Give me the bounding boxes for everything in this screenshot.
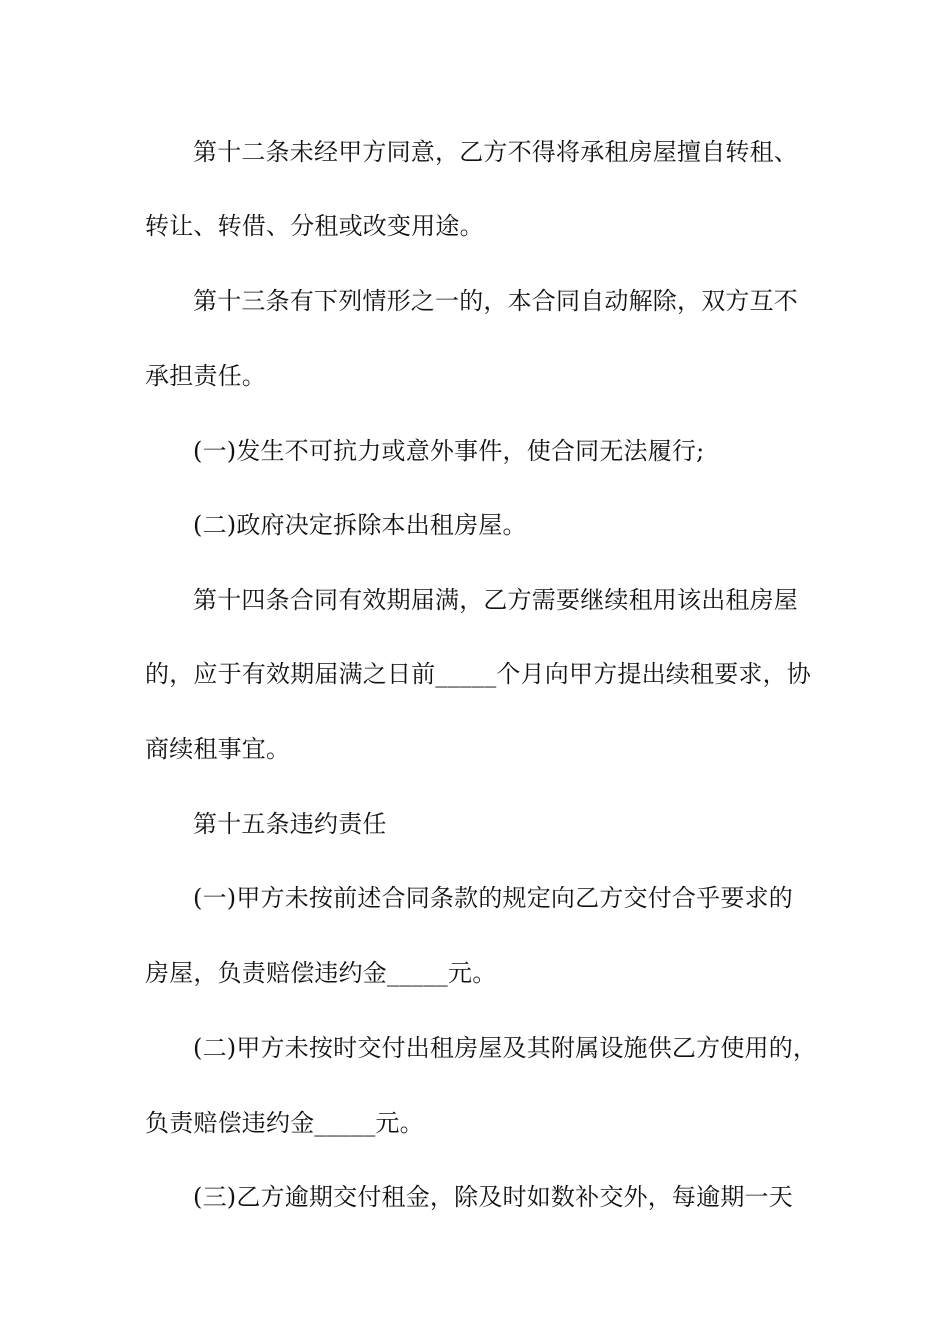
text-line-5: (一)发生不可抗力或意外事件，使合同无法履行; bbox=[193, 437, 705, 465]
text-line-14: 负责赔偿违约金_____元。 bbox=[145, 1109, 424, 1137]
text-line-7: 第十四条合同有效期届满，乙方需要继续租用该出租房屋 bbox=[193, 586, 798, 614]
text-line-6: (二)政府决定拆除本出租房屋。 bbox=[193, 511, 527, 539]
text-line-12: 房屋，负责赔偿违约金_____元。 bbox=[145, 959, 497, 987]
text-line-8: 的，应于有效期届满之日前_____个月向甲方提出续租要求，协 bbox=[145, 660, 811, 688]
text-line-1: 第十二条未经甲方同意，乙方不得将承租房屋擅自转租、 bbox=[193, 138, 798, 166]
text-line-9: 商续租事宜。 bbox=[145, 735, 291, 763]
text-line-13: (二)甲方未按时交付出租房屋及其附属设施供乙方使用的， bbox=[193, 1034, 818, 1062]
text-line-2: 转让、转借、分租或改变用途。 bbox=[145, 212, 484, 240]
text-line-3: 第十三条有下列情形之一的，本合同自动解除，双方互不 bbox=[193, 287, 798, 315]
text-line-11: (一)甲方未按前述合同条款的规定向乙方交付合乎要求的 bbox=[193, 884, 793, 912]
text-line-15: (三)乙方逾期交付租金，除及时如数补交外，每逾期一天 bbox=[193, 1183, 793, 1211]
text-line-10: 第十五条违约责任 bbox=[193, 810, 387, 838]
text-line-4: 承担责任。 bbox=[145, 362, 266, 390]
